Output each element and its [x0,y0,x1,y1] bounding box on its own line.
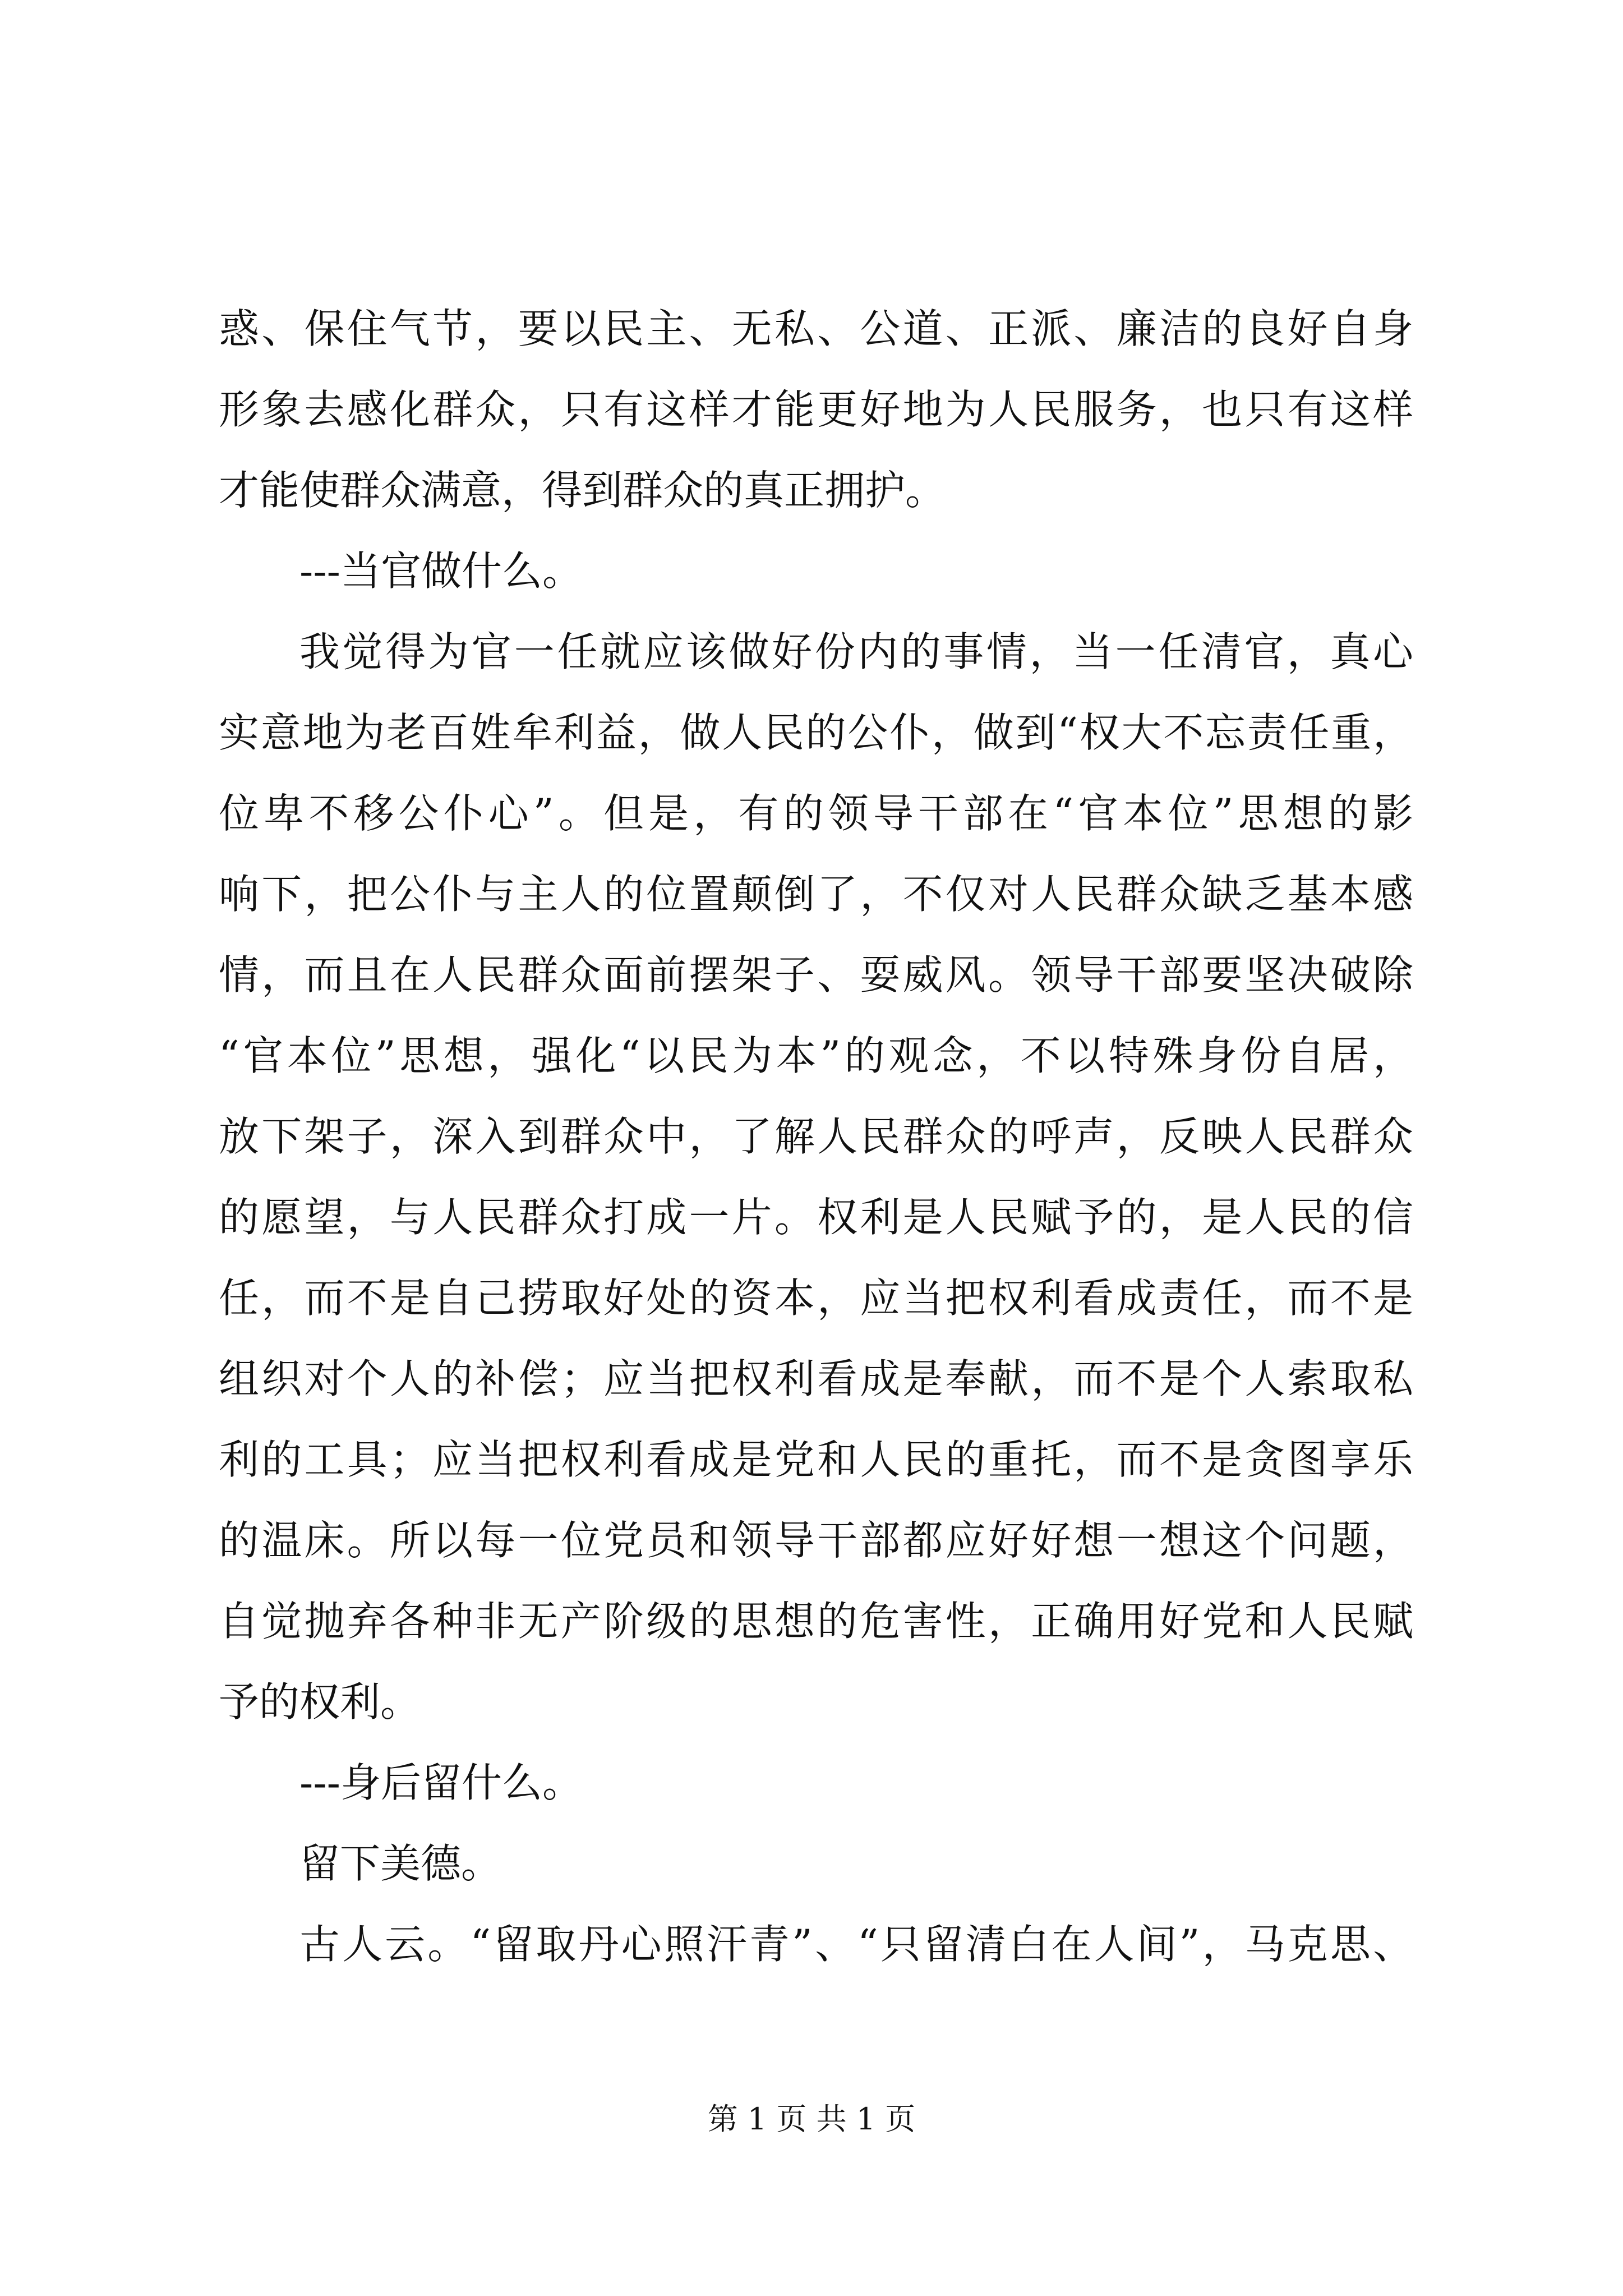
text-line: 古人云。“留取丹心照汗青”、“只留清白在人间”，马克思、 [299,1921,1413,1968]
text-line: ---身后留什么。 [299,1759,583,1806]
text-line: 予的权利。 [219,1678,421,1726]
text-line: 情，而且在人民群众面前摆架子、耍威风。领导干部要坚决破除 [219,951,1413,999]
text-line: 位卑不移公仆心”。但是，有的领导干部在“官本位”思想的影 [219,790,1413,837]
text-line: 留下美德。 [299,1840,502,1887]
text-line: 任，而不是自己捞取好处的资本，应当把权利看成责任，而不是 [219,1274,1413,1322]
text-line: 利的工具；应当把权利看成是党和人民的重托，而不是贪图享乐 [219,1436,1413,1483]
text-line: 自觉抛弃各种非无产阶级的思想的危害性，正确用好党和人民赋 [219,1598,1413,1645]
text-line: 组织对个人的补偿；应当把权利看成是奉献，而不是个人索取私 [219,1355,1413,1402]
text-line: 的愿望，与人民群众打成一片。权利是人民赋予的，是人民的信 [219,1194,1413,1241]
text-line: 形象去感化群众，只有这样才能更好地为人民服务，也只有这样 [219,386,1413,433]
text-line: 实意地为老百姓牟利益，做人民的公仆，做到“权大不忘责任重， [219,709,1413,756]
text-line: 的温床。所以每一位党员和领导干部都应好好想一想这个问题， [219,1517,1413,1564]
text-line: 才能使群众满意，得到群众的真正拥护。 [219,467,946,514]
text-line: 我觉得为官一任就应该做好份内的事情，当一任清官，真心 [299,628,1413,675]
text-line: “官本位”思想，强化“以民为本”的观念，不以特殊身份自居， [219,1032,1413,1079]
page-footer: 第 1 页 共 1 页 [707,2101,916,2137]
text-line: 惑、保住气节，要以民主、无私、公道、正派、廉洁的良好自身 [219,305,1413,352]
text-line: 放下架子，深入到群众中，了解人民群众的呼声，反映人民群众 [219,1113,1413,1160]
text-line: 响下，把公仆与主人的位置颠倒了，不仅对人民群众缺乏基本感 [219,871,1413,918]
text-line: ---当官做什么。 [299,547,583,595]
document-body [219,288,1413,1985]
